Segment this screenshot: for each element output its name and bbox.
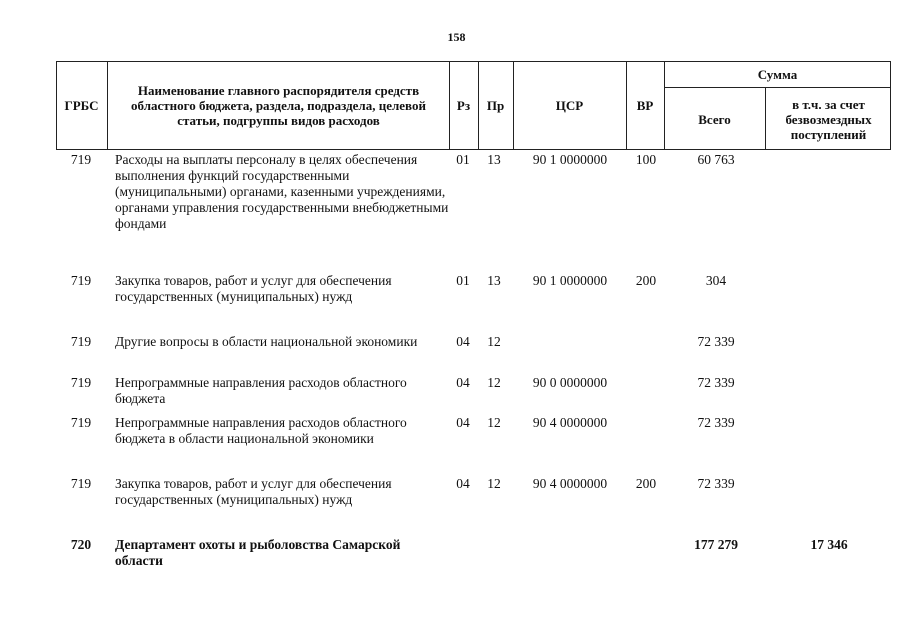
row-pr: 13 xyxy=(487,152,501,167)
row-pr: 12 xyxy=(487,415,501,430)
row-total: 72 339 xyxy=(697,334,735,349)
row-grbs: 719 xyxy=(70,152,92,167)
row-name: Расходы на выплаты персоналу в целях обеспечения выполнения функций государственными (муниципальными) органами, казенными учреждениями, органами управления государственными внебюджетными фондами xyxy=(115,152,449,231)
row-total: 72 339 xyxy=(697,476,735,491)
row-pr: 12 xyxy=(487,375,501,390)
row-name: Другие вопросы в области национальной экономики xyxy=(115,334,418,349)
row-vr: 100 xyxy=(635,152,657,167)
row-grbs: 719 xyxy=(70,375,92,390)
row-pr: 12 xyxy=(487,476,501,491)
row-pr: 13 xyxy=(487,273,501,288)
row-name: Закупка товаров, работ и услуг для обеспечения государственных (муниципальных) нужд xyxy=(115,476,392,507)
row-vr: 200 xyxy=(635,273,657,288)
row-rz: 01 xyxy=(456,273,470,288)
row-total: 60 763 xyxy=(697,152,735,167)
row-csr: 90 0 0000000 xyxy=(532,375,608,390)
row-free: 17 346 xyxy=(810,537,848,552)
header-grbs: ГРБС xyxy=(64,98,99,113)
row-total: 72 339 xyxy=(697,415,735,430)
header-free: в т.ч. за счет безвозмездных поступлений xyxy=(785,96,872,142)
row-name: Департамент охоты и рыболовства Самарской области xyxy=(115,537,401,568)
row-rz: 04 xyxy=(456,334,470,349)
header-csr: ЦСР xyxy=(555,98,584,113)
row-csr: 90 1 0000000 xyxy=(532,152,608,167)
header-rz: Рз xyxy=(456,98,471,113)
row-rz: 04 xyxy=(456,375,470,390)
row-csr: 90 4 0000000 xyxy=(532,415,608,430)
row-name: Непрограммные направления расходов областного бюджета xyxy=(115,375,407,406)
row-grbs: 719 xyxy=(70,415,92,430)
row-vr: 200 xyxy=(635,476,657,491)
row-pr: 12 xyxy=(487,334,501,349)
row-rz: 04 xyxy=(456,476,470,491)
divider xyxy=(107,61,108,150)
row-total: 304 xyxy=(705,273,727,288)
header-name: Наименование главного распорядителя средств областного бюджета, раздела, подраздела, целевой статьи, подгруппы видов расходов xyxy=(131,83,426,128)
row-grbs: 720 xyxy=(70,537,92,552)
row-rz: 01 xyxy=(456,152,470,167)
header-vr: ВР xyxy=(636,98,654,113)
row-name: Непрограммные направления расходов областного бюджета в области национальной экономики xyxy=(115,415,407,446)
row-csr: 90 1 0000000 xyxy=(532,273,608,288)
header-pr: Пр xyxy=(486,98,505,113)
row-rz: 04 xyxy=(456,415,470,430)
row-grbs: 719 xyxy=(70,273,92,288)
header-sum: Сумма xyxy=(757,66,798,82)
header-total: Всего xyxy=(698,111,731,127)
row-csr: 90 4 0000000 xyxy=(532,476,608,491)
row-grbs: 719 xyxy=(70,476,92,491)
row-name: Закупка товаров, работ и услуг для обеспечения государственных (муниципальных) нужд xyxy=(115,273,392,304)
row-grbs: 719 xyxy=(70,334,92,349)
page-number: 158 xyxy=(447,30,466,44)
row-total: 177 279 xyxy=(694,537,738,552)
row-total: 72 339 xyxy=(697,375,735,390)
